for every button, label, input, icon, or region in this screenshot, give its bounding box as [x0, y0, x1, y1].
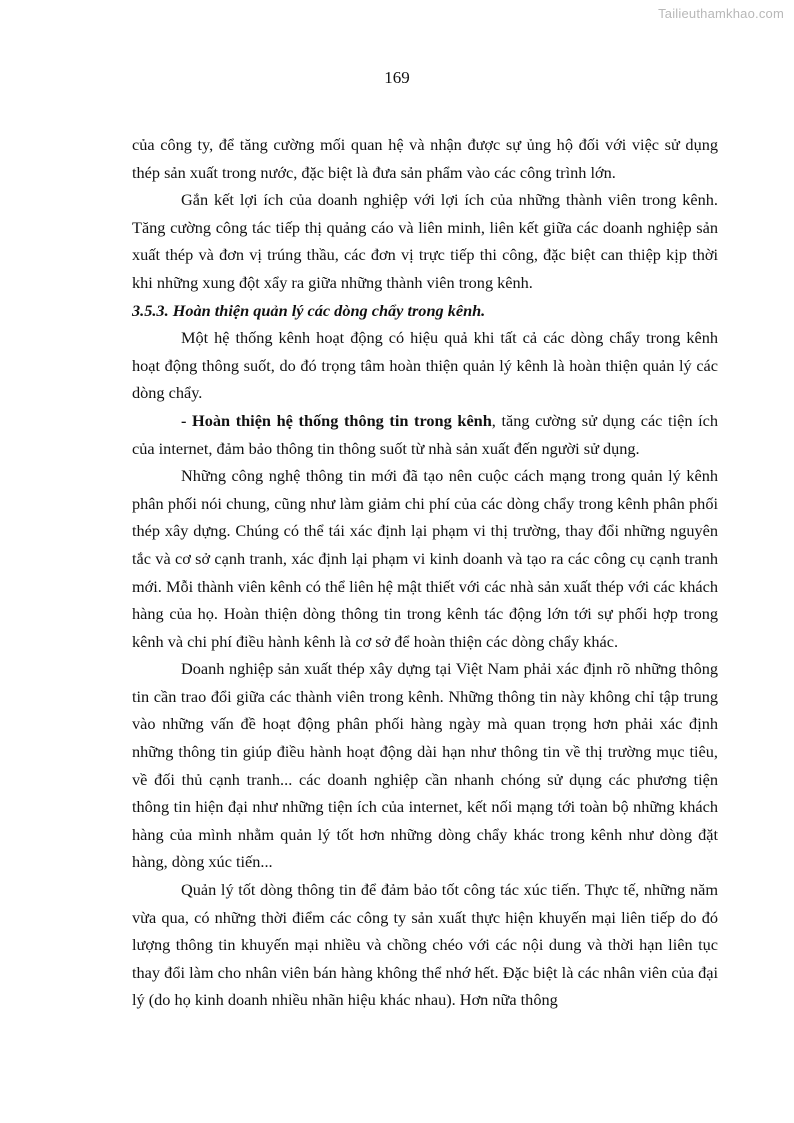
- paragraph: Một hệ thống kênh hoạt động có hiệu quả khi tất cả các dòng chẩy trong kênh hoạt động thông suốt, do đó trọng tâm hoàn thiện quản lý kênh là hoàn thiện quản lý các dòng chẩy.: [132, 328, 718, 403]
- paragraph-continuation: của công ty, để tăng cường mối quan hệ và nhận được sự ủng hộ đối với việc sử dụng thép sản xuất trong nước, đặc biệt là đưa sản phẩm vào các công trình lớn.: [132, 135, 718, 182]
- bold-lead-text: - Hoàn thiện hệ thống thông tin trong kênh: [181, 410, 492, 430]
- paragraph-with-bold-lead: [132, 407, 718, 462]
- watermark: Tailieuthamkhao.com: [658, 6, 784, 21]
- body-text: [132, 131, 718, 1014]
- paragraph: Quản lý tốt dòng thông tin để đảm bảo tốt công tác xúc tiến. Thực tế, những năm vừa qua, có những thời điểm các công ty sản xuất thực hiện khuyến mại liên tiếp do đó lượng thông tin khuyến mại nhiều và chồng chéo với các nội dung và thời hạn liên tục thay đổi làm cho nhân viên bán hàng không thể nhớ hết. Đặc biệt là các nhân viên của đại lý (do họ kinh doanh nhiều nhãn hiệu khác nhau). Hơn nữa thông: [132, 880, 718, 1010]
- page-number: 169: [384, 68, 410, 87]
- paragraph-text: , tăng cường sử dụng các tiện ích của internet, đảm bảo thông tin thông suốt từ nhà sản xuất đến người sử dụng.: [132, 410, 718, 458]
- paragraph: Doanh nghiệp sản xuất thép xây dựng tại Việt Nam phải xác định rõ những thông tin cần trao đổi giữa các thành viên trong kênh. Những thông tin này không chỉ tập trung vào những vấn đề hoạt động phân phối hàng ngày mà quan trọng hơn phải xác định những thông tin giúp điều hành hoạt động dài hạn như thông tin về thị trường mục tiêu, về đối thủ cạnh tranh... các doanh nghiệp cần nhanh chóng sử dụng các phương tiện thông tin hiện đại như những tiện ích của internet, kết nối mạng tới toàn bộ những khách hàng của mình nhằm quản lý tốt hơn những dòng chẩy khác trong kênh như dòng đặt hàng, dòng xúc tiến...: [132, 659, 718, 872]
- section-heading: 3.5.3. Hoàn thiện quản lý các dòng chẩy trong kênh.: [132, 300, 486, 320]
- paragraph: Những công nghệ thông tin mới đã tạo nên cuộc cách mạng trong quản lý kênh phân phối nói chung, cũng như làm giảm chi phí của các dòng chẩy trong kênh phân phối thép xây dựng. Chúng có thể tái xác định lại phạm vi thị trường, thay đổi những nguyên tắc và cơ sở cạnh tranh, xác định lại phạm vi kinh doanh và tạo ra các công cụ cạnh tranh mới. Mỗi thành viên kênh có thể liên hệ mật thiết với các nhà sản xuất thép với các khách hàng của họ. Hoàn thiện dòng thông tin trong kênh tác động lớn tới sự phối hợp trong kênh và chi phí điều hành kênh là cơ sở để hoàn thiện các dòng chẩy khác.: [132, 466, 718, 651]
- paragraph: Gắn kết lợi ích của doanh nghiệp với lợi ích của những thành viên trong kênh. Tăng cường công tác tiếp thị quảng cáo và liên minh, liên kết giữa các doanh nghiệp sản xuất thép và đơn vị trúng thầu, các đơn vị trực tiếp thi công, đặc biệt can thiệp kịp thời khi những xung đột xẩy ra giữa những thành viên trong kênh.: [132, 190, 718, 292]
